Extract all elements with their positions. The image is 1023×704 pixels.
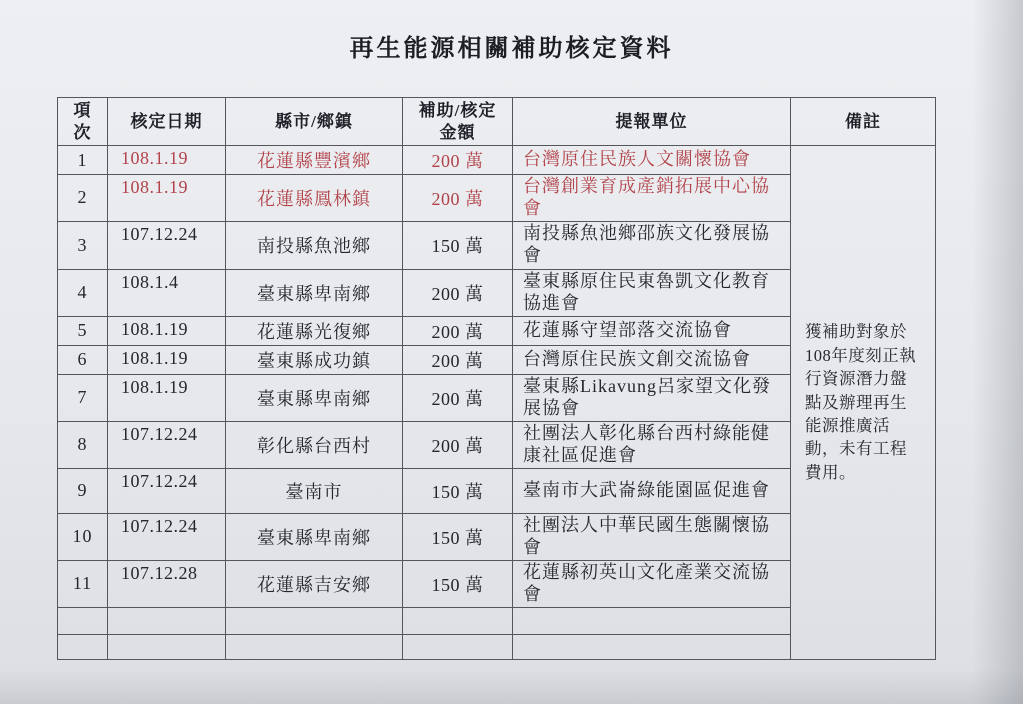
cell-approved-amount: 150 萬 — [403, 221, 513, 269]
cell-item-no: 3 — [58, 221, 108, 269]
cell-reporting-unit: 南投縣魚池鄉邵族文化發展協會 — [513, 221, 791, 269]
cell-reporting-unit: 臺東縣Likavung呂家望文化發展協會 — [513, 374, 791, 421]
cell-approval-date: 108.1.19 — [108, 374, 226, 421]
cell-county-township: 南投縣魚池鄉 — [226, 221, 403, 269]
cell-item-no: 2 — [58, 175, 108, 222]
cell-item-no: 11 — [58, 560, 108, 607]
cell-approved-amount: 200 萬 — [403, 175, 513, 222]
cell-approval-date: 108.1.19 — [108, 316, 226, 345]
cell-reporting-unit: 台灣原住民族文創交流協會 — [513, 345, 791, 374]
cell-approval-date: 107.12.24 — [108, 513, 226, 560]
cell-reporting-unit — [513, 634, 791, 659]
cell-county-township: 花蓮縣豐濱鄉 — [226, 146, 403, 175]
cell-approved-amount: 200 萬 — [403, 345, 513, 374]
table-body — [58, 146, 936, 660]
header-row — [58, 98, 936, 146]
cell-reporting-unit — [513, 607, 791, 634]
cell-item-no: 7 — [58, 374, 108, 421]
table-row — [58, 146, 936, 175]
subsidy-table — [57, 97, 936, 660]
cell-county-township: 臺東縣卑南鄉 — [226, 269, 403, 316]
cell-approved-amount: 200 萬 — [403, 269, 513, 316]
cell-approved-amount: 150 萬 — [403, 560, 513, 607]
cell-county-township — [226, 607, 403, 634]
cell-item-no: 6 — [58, 345, 108, 374]
cell-approval-date — [108, 607, 226, 634]
cell-county-township: 臺南市 — [226, 468, 403, 513]
cell-reporting-unit: 社團法人中華民國生態關懷協會 — [513, 513, 791, 560]
cell-county-township: 花蓮縣光復鄉 — [226, 316, 403, 345]
cell-approval-date: 108.1.4 — [108, 269, 226, 316]
cell-reporting-unit: 花蓮縣守望部落交流協會 — [513, 316, 791, 345]
header-approved-amount: 補助/核定金額 — [403, 98, 513, 146]
cell-approved-amount: 200 萬 — [403, 316, 513, 345]
cell-approved-amount: 150 萬 — [403, 513, 513, 560]
cell-approved-amount — [403, 607, 513, 634]
header-reporting-unit: 提報單位 — [513, 98, 791, 146]
remark-cell: 獲補助對象於108年度刻正執行資源潛力盤點及辦理再生能源推廣活動，未有工程費用。 — [791, 146, 936, 660]
cell-approval-date — [108, 634, 226, 659]
cell-approval-date: 107.12.24 — [108, 221, 226, 269]
cell-item-no: 4 — [58, 269, 108, 316]
cell-reporting-unit: 臺東縣原住民東魯凱文化教育協進會 — [513, 269, 791, 316]
cell-county-township: 臺東縣成功鎮 — [226, 345, 403, 374]
cell-item-no: 1 — [58, 146, 108, 175]
cell-reporting-unit: 花蓮縣初英山文化產業交流協會 — [513, 560, 791, 607]
cell-approved-amount: 150 萬 — [403, 468, 513, 513]
cell-approved-amount: 200 萬 — [403, 146, 513, 175]
page-title: 再生能源相關補助核定資料 — [349, 36, 674, 62]
cell-approval-date: 108.1.19 — [108, 146, 226, 175]
cell-approval-date: 107.12.24 — [108, 421, 226, 468]
cell-item-no: 8 — [58, 421, 108, 468]
cell-county-township — [226, 634, 403, 659]
cell-item-no: 5 — [58, 316, 108, 345]
cell-item-no: 10 — [58, 513, 108, 560]
cell-county-township: 彰化縣台西村 — [226, 421, 403, 468]
cell-approved-amount — [403, 634, 513, 659]
header-approval-date: 核定日期 — [108, 98, 226, 146]
cell-county-township: 臺東縣卑南鄉 — [226, 513, 403, 560]
cell-reporting-unit: 台灣創業育成產銷拓展中心協會 — [513, 175, 791, 222]
cell-county-township: 臺東縣卑南鄉 — [226, 374, 403, 421]
cell-item-no — [58, 607, 108, 634]
cell-reporting-unit: 台灣原住民族人文關懷協會 — [513, 146, 791, 175]
header-item-no: 項次 — [58, 98, 108, 146]
cell-reporting-unit: 社團法人彰化縣台西村綠能健康社區促進會 — [513, 421, 791, 468]
header-remark: 備註 — [791, 98, 936, 146]
cell-item-no: 9 — [58, 468, 108, 513]
cell-approval-date: 108.1.19 — [108, 175, 226, 222]
cell-item-no — [58, 634, 108, 659]
cell-approved-amount: 200 萬 — [403, 421, 513, 468]
cell-approval-date: 108.1.19 — [108, 345, 226, 374]
cell-county-township: 花蓮縣鳳林鎮 — [226, 175, 403, 222]
header-county-township: 縣市/鄉鎮 — [226, 98, 403, 146]
cell-approved-amount: 200 萬 — [403, 374, 513, 421]
cell-reporting-unit: 臺南市大武崙綠能園區促進會 — [513, 468, 791, 513]
cell-approval-date: 107.12.28 — [108, 560, 226, 607]
cell-approval-date: 107.12.24 — [108, 468, 226, 513]
cell-county-township: 花蓮縣吉安鄉 — [226, 560, 403, 607]
